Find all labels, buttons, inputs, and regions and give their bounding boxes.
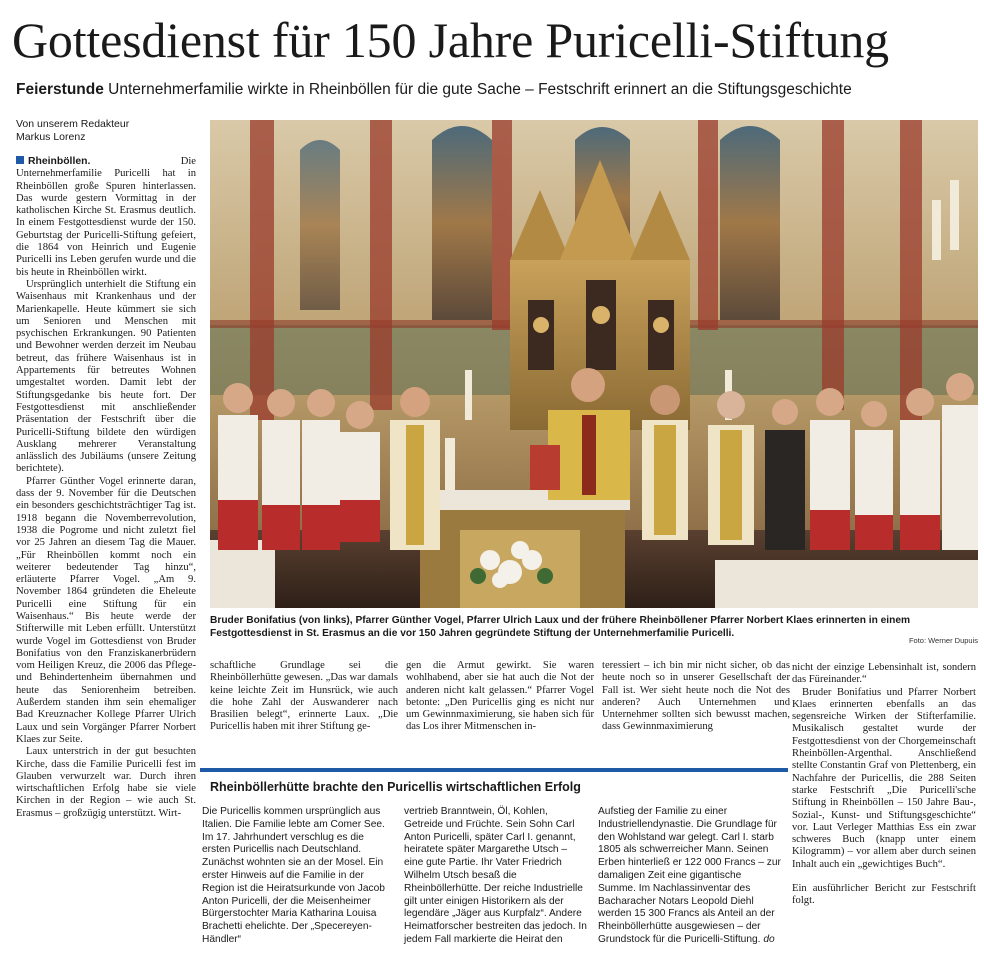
paragraph-text: Aufstieg der Familie zu einer Industriellendynastie. Die Grundlage für den Wohlstand war gelegt. Carl I. starb 1805 als schwerreicher Mann. Seinen Erben hinterließ er 122 000 Francs – zur damaligen Zeit eine gigantische Summe. Im Nachlassinventar des Bacharacher Notars Leopold Diehl werden 15 300 Francs als Anteil an der Rheinböllerhütte ausgewiesen – der Grundstock für die Puricelli-Stiftung. [598,806,781,945]
paragraph: nicht der einzige Lebensinhalt ist, sondern das Füreinander.“ [792,662,976,686]
paragraph: Bruder Bonifatius und Pfarrer Norbert Klaes erinnerten ebenfalls an das segensreiche Wirken der Stifterfamilie. Musikalisch gestaltet wurde der Festgottesdienst von der Chorgemeinschaft Rheinböllen-Argenthal. Anschließend stellte Constantin Graf von Plettenberg, ein Nachfahre der Puricellis, die 288 Seiten starke Festschrift „Die Puricelli'sche Stiftung in Rheinböllen – 150 Jahre Bau-, Sozial-, Kunst- und Stiftungsgeschichte“ vor. Laut Verleger Matthias Ess ein zwar schweres Buch (knapp unter einem Kilogramm) – vor allem aber durch seinen Inhalt auch ein „gewichtiges Buch“. [792,686,976,870]
paragraph: Die Puricellis kommen ursprünglich aus Italien. Die Familie lebte am Comer See. Im 17. Jahrhundert verschlug es die ersten Puricellis nach Deutschland. Zunächst wohnten sie an der Mosel. Ein erster Hinweis auf die Familie in der Region ist die Heiratsurkunde von Jacob Anton Puricelli, der die Meisenheimer Bürgerstochter Maria Katharina Louisa Brachetti ehelichte. Der „Specereyen-Händler“ [202,806,385,945]
article-column-5 [792,662,976,908]
paragraph: schaftliche Grundlage sei die Rheinböllerhütte gewesen. „Das war damals keine leichte Zeit im Hunsrück, wie auch die hohe Zahl der Auswanderer nach Brasilien belegt“, erinnerte Laux. „Die Puricellis haben mit ihrer Stiftung ge- [210,660,398,733]
paragraph: vertrieb Branntwein, Öl, Kohlen, Getreide und Früchte. Sein Sohn Carl Anton Puricelli, später Carl I. genannt, heiratete später Margarethe Utsch – eine gute Partie. Ihr Vater Friedrich Wilhelm Utsch besaß die Rheinböllerhütte. Der reiche Industrielle gilt unter einigen Historikern als der legendäre „Jäger aus Kurpfalz“. Andere Heimatforscher bestreiten das jedoch. In jedem Fall markierte die Heirat den [404,806,587,945]
headline: Gottesdienst für 150 Jahre Puricelli-Stiftung [12,12,889,68]
byline-line1: Von unserem Redakteur [16,118,130,130]
subline [16,80,976,100]
article-column-1 [16,156,196,820]
bullet-icon [16,156,24,164]
photo-illustration [210,120,978,608]
lead-paragraph [16,156,196,279]
info-box-column-2 [404,806,588,947]
info-box-title: Rheinböllerhütte brachte den Puricellis wirtschaftlichen Erfolg [210,780,581,794]
article-column-4 [602,660,790,734]
article-column-3 [406,660,594,734]
paragraph: teressiert – ich bin mir nicht sicher, ob das heute noch so in unserer Gesellschaft der Fall ist. Wer sieht heute noch die Not des anderen? Auch Unternehmen und Unternehmer sollten sich bewusst machen, dass Gewinnmaximierung [602,660,790,733]
kicker: Feierstunde [16,81,104,98]
paragraph: Pfarrer Günther Vogel erinnerte daran, dass der 9. November für die Deutschen ein besonders geschichtsträchtiger Tag ist. 1918 begann die Novemberrevolution, 1938 die Pogrome und nicht zuletzt fiel vor 25 Jahren an diesem Tag die Mauer. „Für Rheinböllen kommt noch ein weiterer bedeutender Tag hinzu“, erläuterte Pfarrer Vogel. „Am 9. November 1864 gründeten die Eheleute Puricelli eine Stiftung für ein Waisenhaus.“ Bis heute werde der Stifterwille mit Leben erfüllt. Unterstützt wurde Vogel im Gottesdienst von Bruder Bonifatius von den Franziskanerbrüdern vom Heiligen Kreuz, die 2006 das Pflege- und Behindertenheim übernahmen und heute das Seniorenheim betreiben. Außerdem standen ihm sein ehemaliger Bad Kreuznacher Kollege Pfarrer Ulrich Laux und sein Vorgänger Pfarrer Norbert Klaes zur Seite. [16,475,196,745]
church-photo [210,120,978,608]
subline-text: Unternehmerfamilie wirkte in Rheinböllen für die gute Sache – Festschrift erinnert an die Stiftungsgeschichte [108,81,852,98]
info-box [200,768,788,977]
info-box-column-3 [598,806,782,947]
info-box-column-1 [202,806,386,947]
paragraph: gen die Armut gewirkt. Sie waren wohlhabend, aber sie hat auch die Not der anderen nicht kalt gelassen.“ Pfarrer Vogel betonte: „Den Puricellis ging es nicht nur um Gewinnmaximierung, sie haben sich für das Los ihrer Mitmenschen in- [406,660,594,733]
paragraph: Ursprünglich unterhielt die Stiftung ein Waisenhaus mit Krankenhaus und der Marienkapelle. Heute kümmert sie sich um Senioren und Menschen mit psychischen Erkrankungen. 90 Patienten und Bewohner werden derzeit im Neubau betreut, das frühere Waisenhaus ist in Appartements für betreutes Wohnen umgestaltet worden. Damit lebt der Stiftungsgedanke bis heute fort. Der Festgottesdienst mit anschließender Präsentation der Festschrift über die Puricelli-Stiftung bildete den würdigen Ausklang mehrerer Veranstaltung anlässlich des Jubiläums (unsere Zeitung berichtete). [16,278,196,475]
paragraph: Ein ausführlicher Bericht zur Festschrift folgt. [792,883,976,907]
dateline: Rheinböllen. [28,156,91,167]
paragraph: Laux unterstrich in der gut besuchten Kirche, dass die Familie Puricelli fest im Glauben verwurzelt war. Durch ihren wirtschaftlichen Erfolg habe sie viele Kirchen in der Region – wie auch St. Erasmus – großzügig unterstützt. Wirt- [16,746,196,819]
photo-credit: Foto: Werner Dupuis [908,636,978,645]
article-column-2 [210,660,398,734]
byline-line2: Markus Lorenz [16,131,86,143]
byline [16,118,129,144]
paragraph [598,806,782,947]
author-signature: do [763,933,775,945]
paragraph-text: Die Unternehmerfamilie Puricelli hat in Rheinböllen große Spuren hinterlassen. Das wurde gestern Vormittag in der katholischen Kirche St. Erasmus deutlich. In einem Festgottesdienst wurde der 150. Geburtstag der Puricelli-Stiftung gefeiert, die 1864 von Heinrich und Eugenie Puricelli ins Leben gerufen wurde und die bis heute in Rheinböllen wirkt. [16,156,196,278]
photo-caption: Bruder Bonifatius (von links), Pfarrer Günther Vogel, Pfarrer Ulrich Laux und der frühere Rheinböllener Pfarrer Norbert Klaes erinnerten in einem Festgottesdienst in St. Erasmus an die vor 150 Jahren gegründete Stiftung der Unternehmerfamilie Puricelli. [210,615,911,639]
